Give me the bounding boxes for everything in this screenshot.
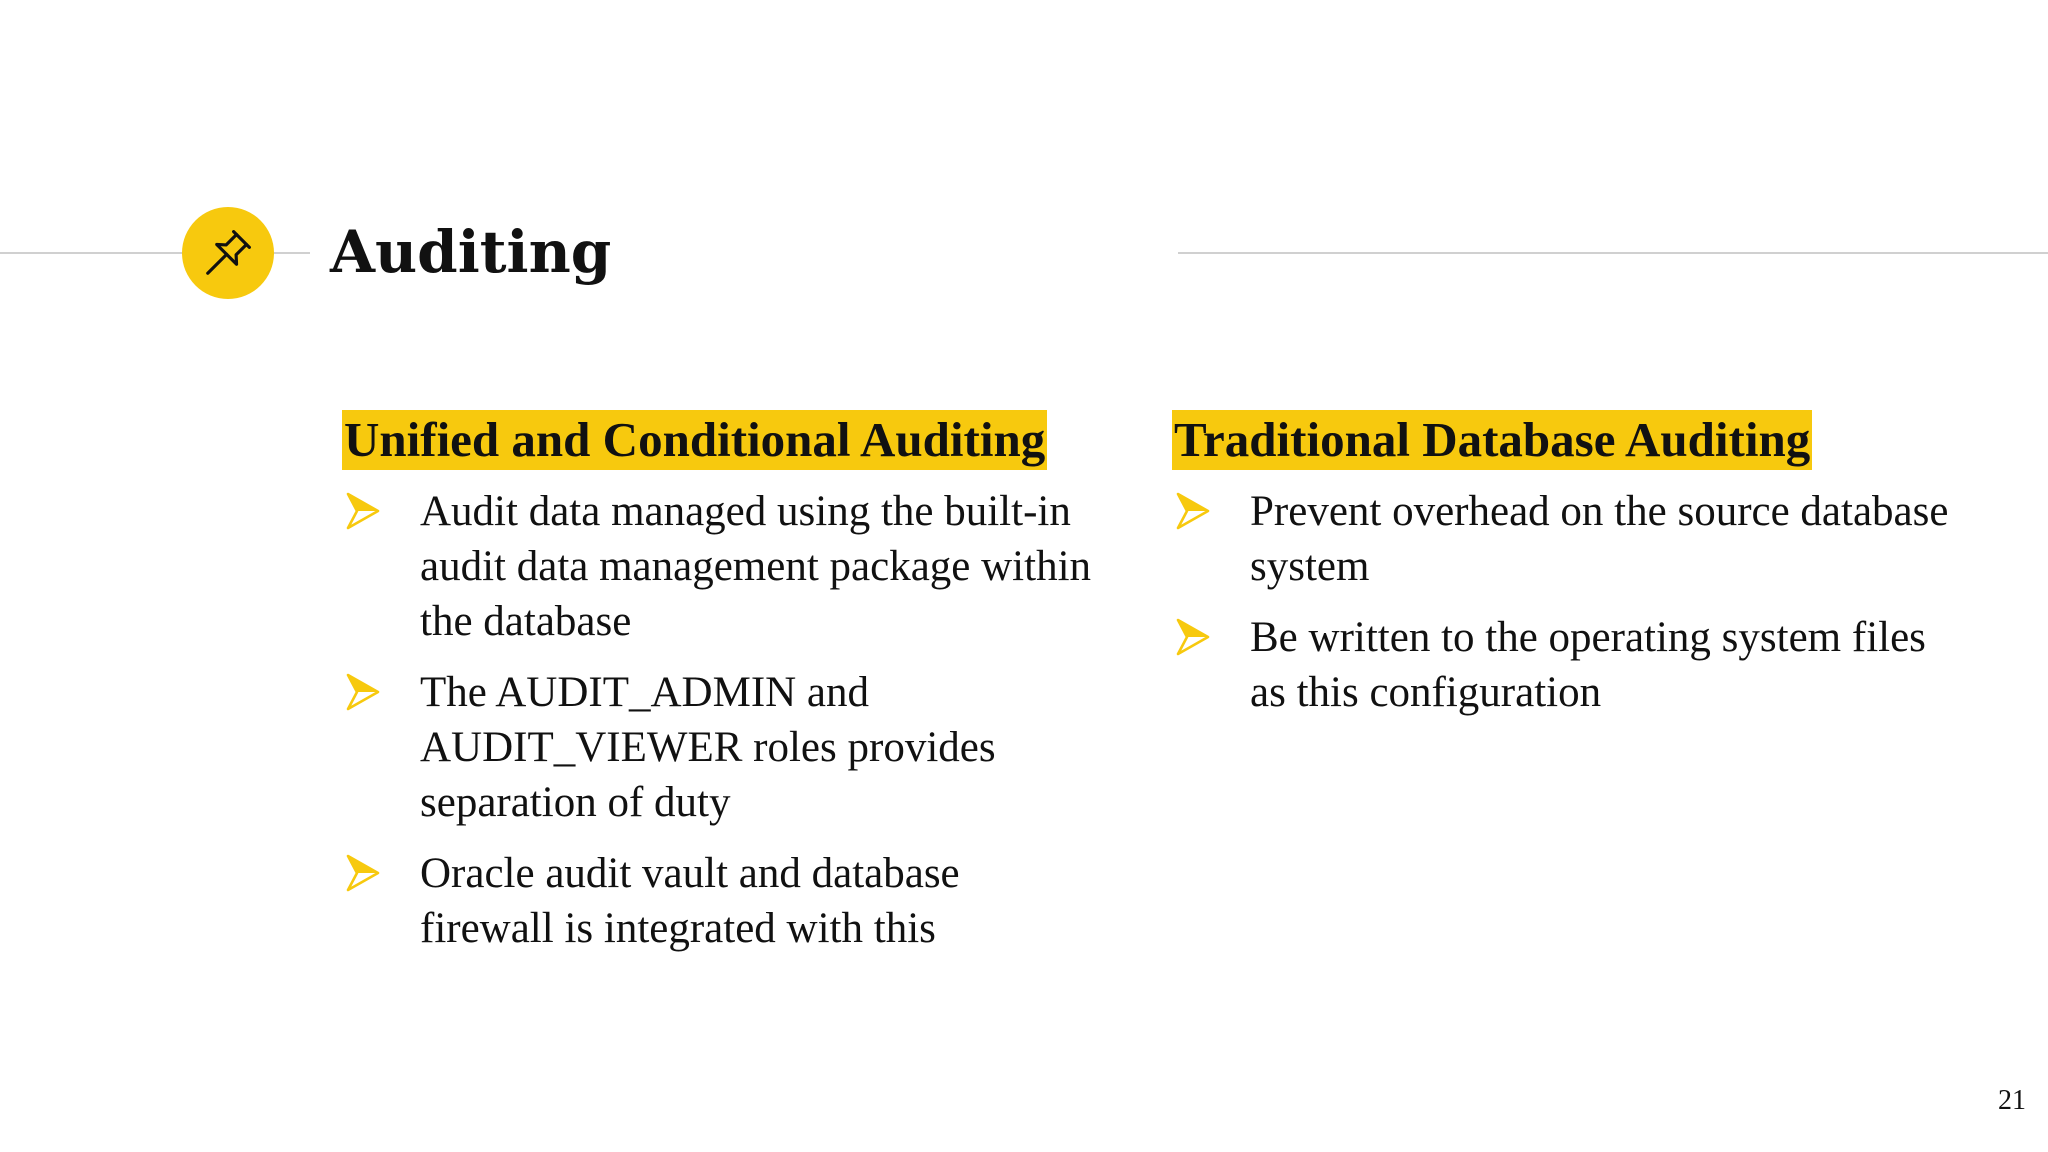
list-item [342, 846, 1102, 956]
column-traditional-auditing [1172, 410, 1972, 736]
bullet-text: The AUDIT_ADMIN and AUDIT_VIEWER roles provides separation of duty [420, 669, 996, 826]
column-unified-auditing [342, 410, 1102, 972]
list-item [1172, 484, 1972, 594]
bullet-text: Oracle audit vault and database firewall is integrated with this [420, 850, 960, 952]
pushpin-icon [182, 207, 274, 299]
arrow-bullet-icon [346, 854, 380, 892]
bullet-text: Prevent overhead on the source database system [1250, 488, 1949, 590]
bullet-list [342, 484, 1102, 956]
list-item [342, 484, 1102, 649]
bullet-text: Audit data managed using the built-in audit data management package within the database [420, 488, 1092, 645]
column-heading: Unified and Conditional Auditing [342, 410, 1047, 470]
page-number: 21 [1998, 1085, 2026, 1116]
arrow-bullet-icon [1176, 492, 1210, 530]
list-item [342, 665, 1102, 830]
arrow-bullet-icon [346, 492, 380, 530]
slide-title: Auditing [330, 218, 612, 286]
arrow-bullet-icon [346, 673, 380, 711]
list-item [1172, 610, 1972, 720]
bullet-list [1172, 484, 1972, 720]
bullet-text: Be written to the operating system files as this configuration [1250, 614, 1926, 716]
header-rule-right [1178, 252, 2048, 254]
column-heading: Traditional Database Auditing [1172, 410, 1812, 470]
arrow-bullet-icon [1176, 618, 1210, 656]
